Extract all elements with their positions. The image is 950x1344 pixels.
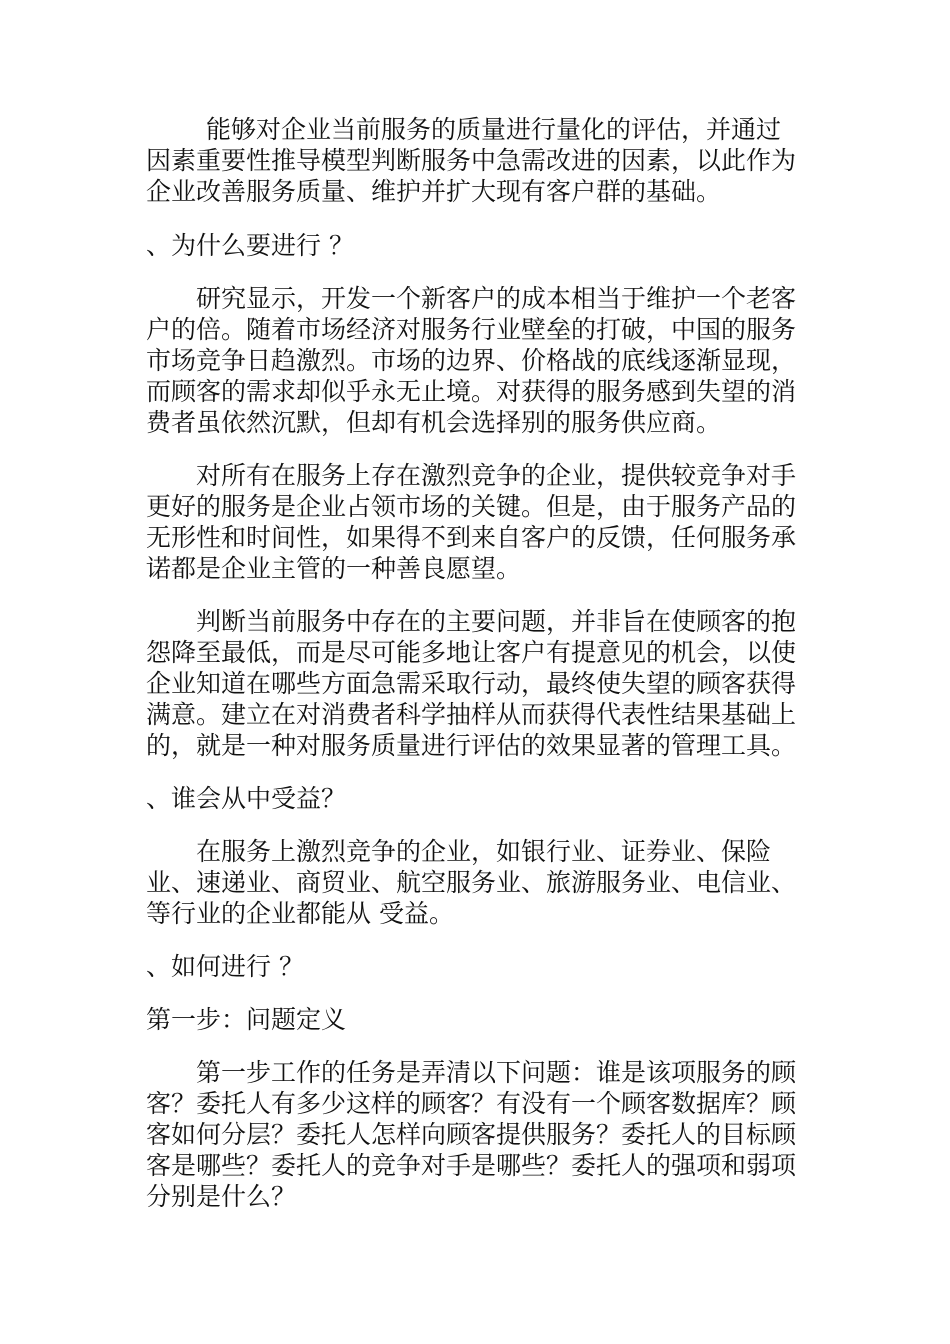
intro-paragraph: 能够对企业当前服务的质量进行量化的评估，并通过因素重要性推导模型判断服务中急需改进的因素，以此作为企业改善服务质量、维护并扩大现有客户群的基础。	[146, 115, 797, 206]
heading-why: 、为什么要进行 ？	[146, 231, 354, 260]
heading-step-1: 第一步：问题定义	[146, 1005, 347, 1034]
step-1-paragraph: 第一步工作的任务是弄清以下问题：谁是该项服务的顾客？委托人有多少这样的顾客？有没有一个顾客数据库？顾客如何分层？委托人怎样向顾客提供服务？委托人的目标顾客是哪些？委托人的竞争对手是哪些？委托人的强项和弱项分别是什么？	[146, 1058, 797, 1211]
heading-how: 、如何进行 ？	[146, 952, 304, 981]
why-paragraph-3: 判断当前服务中存在的主要问题，并非旨在使顾客的抱怨降至最低，而是尽可能多地让客户有提意见的机会，以使企业知道在哪些方面急需采取行动，最终使失望的顾客获得满意。建立在对消费者科学抽样从而获得代表性结果基础上的，就是一种对服务质量进行评估的效果显著的管理工具。	[146, 607, 797, 760]
why-paragraph-2: 对所有在服务上存在激烈竞争的企业，提供较竞争对手更好的服务是企业占领市场的关键。但是，由于服务产品的无形性和时间性，如果得不到来自客户的反馈，任何服务承诺都是企业主管的一种善良愿望。	[146, 461, 797, 583]
why-paragraph-1: 研究显示，开发一个新客户的成本相当于维护一个老客户的倍。随着市场经济对服务行业壁垒的打破，中国的服务市场竞争日趋激烈。市场的边界、价格战的底线逐渐显现，而顾客的需求却似乎永无止境。对获得的服务感到失望的消费者虽依然沉默，但却有机会选择别的服务供应商。	[146, 284, 797, 437]
document-body	[146, 114, 802, 1234]
who-paragraph: 在服务上激烈竞争的企业，如银行业、证券业、保险业、速递业、商贸业、航空服务业、旅游服务业、电信业、等行业的企业都能从 受益。	[146, 837, 797, 928]
heading-who: 、谁会从中受益？	[146, 784, 347, 813]
